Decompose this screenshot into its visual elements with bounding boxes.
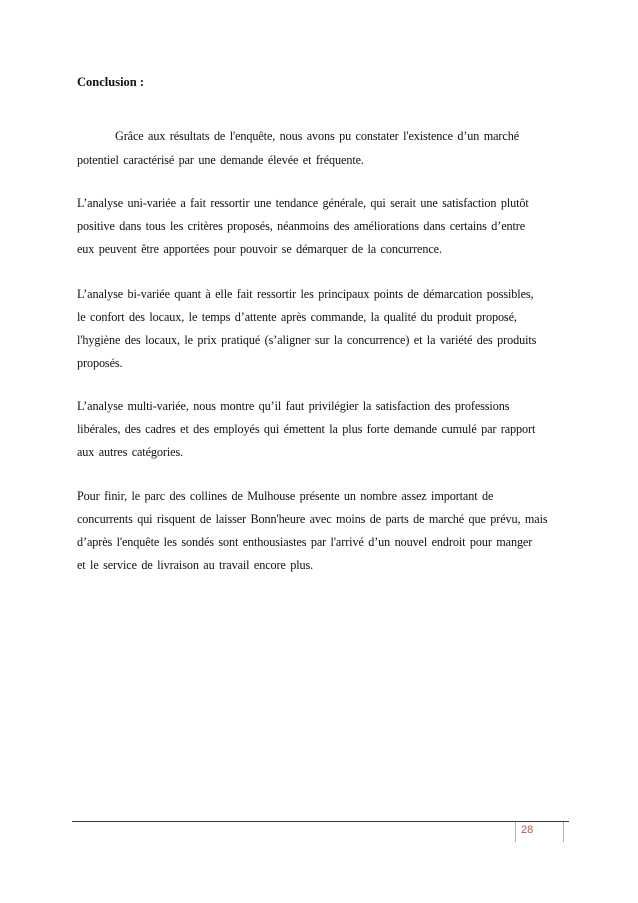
paragraph-5-line-4: et le service de livraison au travail encore plus. xyxy=(77,558,314,572)
page-number: 28 xyxy=(521,824,534,836)
section-heading: Conclusion : xyxy=(77,75,145,89)
paragraph-3-line-2: le confort des locaux, le temps d’attente après commande, la qualité du produit proposé, xyxy=(77,310,517,324)
paragraph-3-line-3: l'hygiène des locaux, le prix pratiqué (s’aligner sur la concurrence) et la variété des produits xyxy=(77,333,537,347)
paragraph-1-line-1: Grâce aux résultats de l'enquête, nous avons pu constater l'existence d’un marché xyxy=(115,129,520,143)
paragraph-3-line-4: proposés. xyxy=(77,356,123,370)
paragraph-2-line-2: positive dans tous les critères proposés, néanmoins des améliorations dans certains d’entre xyxy=(77,219,526,233)
paragraph-1-line-2: potentiel caractérisé par une demande élevée et fréquente. xyxy=(77,153,364,167)
paragraph-4-line-3: aux autres catégories. xyxy=(77,445,184,459)
paragraph-5-line-2: concurrents qui risquent de laisser Bonn'heure avec moins de parts de marché que prévu, mais xyxy=(77,512,548,526)
paragraph-2-line-3: eux peuvent être apportées pour pouvoir se démarquer de la concurrence. xyxy=(77,242,442,256)
paragraph-3-line-1: L’analyse bi-variée quant à elle fait ressortir les principaux points de démarcation possibles, xyxy=(77,287,534,301)
paragraph-4-line-1: L’analyse multi-variée, nous montre qu’il faut privilégier la satisfaction des professions xyxy=(77,399,510,413)
paragraph-2-line-1: L’analyse uni-variée a fait ressortir une tendance générale, qui serait une satisfaction plutôt xyxy=(77,196,529,210)
page-number-divider-left xyxy=(515,822,516,842)
paragraph-5-line-1: Pour finir, le parc des collines de Mulhouse présente un nombre assez important de xyxy=(77,489,494,503)
footer-rule xyxy=(72,821,569,822)
paragraph-5-line-3: d’après l'enquête les sondés sont enthousiastes par l'arrivé d’un nouvel endroit pour manger xyxy=(77,535,533,549)
paragraph-4-line-2: libérales, des cadres et des employés qui émettent la plus forte demande cumulé par rapport xyxy=(77,422,536,436)
page-number-divider-right xyxy=(563,822,564,842)
